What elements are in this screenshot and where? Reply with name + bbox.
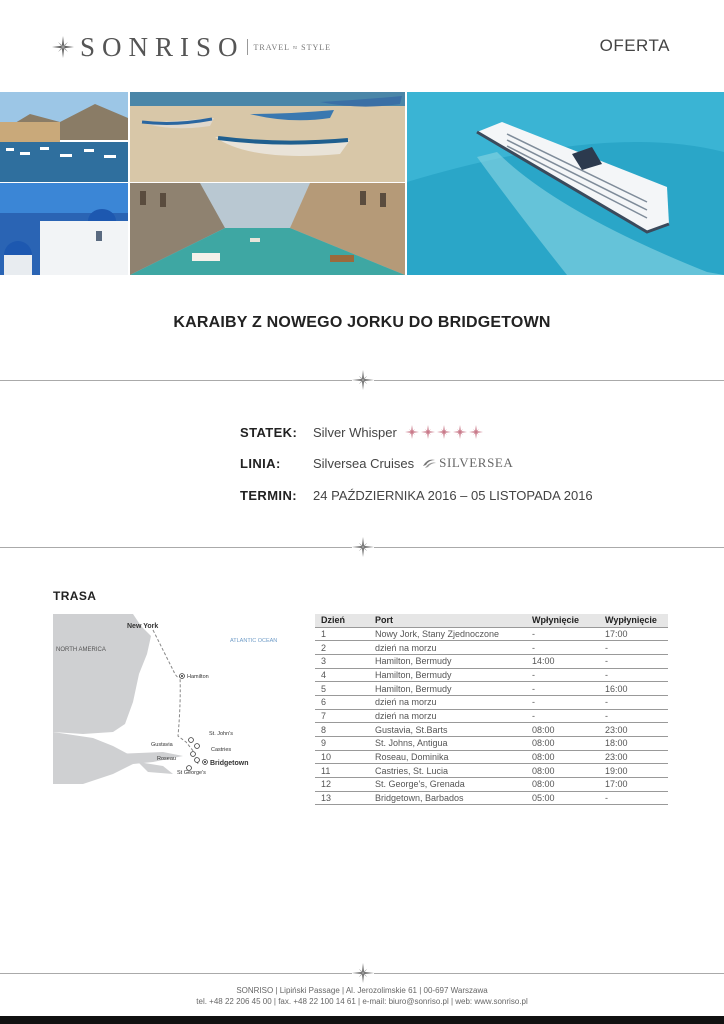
rating-star-icon <box>437 425 451 439</box>
page-header <box>0 0 724 92</box>
col-day: Dzień <box>315 614 369 627</box>
cell-day: 1 <box>315 627 369 641</box>
table-row <box>315 654 668 668</box>
cell-day: 11 <box>315 764 369 778</box>
cell-departure: - <box>599 791 668 805</box>
cell-day: 7 <box>315 709 369 723</box>
table-row <box>315 723 668 737</box>
cell-day: 8 <box>315 723 369 737</box>
map-label-hamilton: Hamilton <box>187 674 209 680</box>
photo-harbor <box>0 92 128 182</box>
compass-star-icon <box>352 370 374 390</box>
table-row <box>315 750 668 764</box>
table-row <box>315 641 668 655</box>
itinerary-table <box>315 614 668 805</box>
line-label: LINIA: <box>240 455 281 471</box>
footer-address: SONRISO | Lipiński Passage | Al. Jerozolimskie 61 | 00-697 Warszawa <box>236 986 488 995</box>
line-value: Silversea Cruises <box>313 455 415 471</box>
table-row <box>315 737 668 751</box>
cell-day: 5 <box>315 682 369 696</box>
table-row <box>315 695 668 709</box>
page-footer <box>0 985 724 1007</box>
table-row <box>315 668 668 682</box>
ship-label: STATEK: <box>240 424 298 440</box>
cell-arrival: - <box>526 641 599 655</box>
cell-arrival: - <box>526 695 599 709</box>
cell-arrival: 08:00 <box>526 723 599 737</box>
map-label-atlantic: ATLANTIC OCEAN <box>230 638 278 644</box>
cell-departure: 23:00 <box>599 750 668 764</box>
map-label-new-york: New York <box>127 623 159 630</box>
logo-separator <box>247 39 248 55</box>
cell-departure: - <box>599 695 668 709</box>
photo-santorini <box>0 183 128 275</box>
table-row <box>315 627 668 641</box>
footer-contact: tel. +48 22 206 45 00 | fax. +48 22 100 14 61 | e-mail: biuro@sonriso.pl | web: www.sonriso.pl <box>196 997 528 1006</box>
cell-day: 9 <box>315 737 369 751</box>
map-label-castries: Castries <box>211 747 232 753</box>
cell-departure: 19:00 <box>599 764 668 778</box>
section-divider <box>0 370 724 390</box>
cell-day: 3 <box>315 654 369 668</box>
cell-arrival: 14:00 <box>526 654 599 668</box>
cell-arrival: - <box>526 627 599 641</box>
cell-arrival: 08:00 <box>526 764 599 778</box>
photo-beach-boats <box>130 92 405 182</box>
term-label: TERMIN: <box>240 487 297 503</box>
logo-wordmark: SONRISO <box>80 31 245 62</box>
table-row <box>315 764 668 778</box>
map-label-gustavia: Gustavia <box>151 742 173 748</box>
term-row <box>240 484 593 506</box>
route-heading: TRASA <box>53 589 97 603</box>
map-label-st-georges: St George's <box>177 770 206 776</box>
cell-arrival: 08:00 <box>526 737 599 751</box>
compass-star-icon <box>52 36 74 58</box>
cell-departure: 17:00 <box>599 627 668 641</box>
cell-departure: 17:00 <box>599 778 668 792</box>
cell-day: 2 <box>315 641 369 655</box>
cell-arrival: 05:00 <box>526 791 599 805</box>
cell-arrival: 08:00 <box>526 778 599 792</box>
photo-venice-canal <box>130 183 405 275</box>
photo-collage <box>0 92 724 275</box>
map-label-north-america: NORTH AMERICA <box>56 647 106 653</box>
cell-departure: - <box>599 654 668 668</box>
cell-port: dzień na morzu <box>369 641 526 655</box>
table-row <box>315 682 668 696</box>
table-row <box>315 791 668 805</box>
silversea-wordmark: SILVERSEA <box>439 455 514 470</box>
cell-departure: - <box>599 641 668 655</box>
footer-divider <box>0 963 724 983</box>
compass-star-icon <box>352 963 374 983</box>
cell-port: Hamilton, Bermudy <box>369 668 526 682</box>
ship-rating <box>405 425 483 439</box>
cell-port: Hamilton, Bermudy <box>369 654 526 668</box>
line-row <box>240 452 513 474</box>
cell-port: dzień na morzu <box>369 695 526 709</box>
ship-row <box>240 421 483 443</box>
cell-day: 4 <box>315 668 369 682</box>
route-map <box>53 614 298 784</box>
cell-departure: - <box>599 668 668 682</box>
cell-arrival: - <box>526 668 599 682</box>
cell-arrival: 08:00 <box>526 750 599 764</box>
silversea-logo <box>421 455 513 471</box>
cell-port: dzień na morzu <box>369 709 526 723</box>
col-departure: Wypłynięcie <box>599 614 668 627</box>
cell-day: 12 <box>315 778 369 792</box>
map-label-roseau: Roseau <box>157 756 176 762</box>
cell-day: 10 <box>315 750 369 764</box>
ship-value: Silver Whisper <box>313 424 397 440</box>
cell-departure: 16:00 <box>599 682 668 696</box>
col-port: Port <box>369 614 526 627</box>
cell-port: Castries, St. Lucia <box>369 764 526 778</box>
table-header-row <box>315 614 668 627</box>
cell-port: St. Johns, Antigua <box>369 737 526 751</box>
cell-port: Gustavia, St.Barts <box>369 723 526 737</box>
logo-tagline: TRAVEL ≈ STYLE <box>253 42 332 52</box>
col-arrival: Wpłynięcie <box>526 614 599 627</box>
map-label-bridgetown: Bridgetown <box>210 760 249 767</box>
cruise-title: KARAIBY Z NOWEGO JORKU DO BRIDGETOWN <box>173 314 551 331</box>
bottom-bar <box>0 1016 724 1024</box>
cell-port: Nowy Jork, Stany Zjednoczone <box>369 627 526 641</box>
table-row <box>315 709 668 723</box>
cell-departure: 18:00 <box>599 737 668 751</box>
section-divider <box>0 537 724 557</box>
term-value: 24 PAŹDZIERNIKA 2016 – 05 LISTOPADA 2016 <box>313 487 593 503</box>
cell-day: 13 <box>315 791 369 805</box>
cell-day: 6 <box>315 695 369 709</box>
cell-arrival: - <box>526 709 599 723</box>
offer-label: OFERTA <box>599 36 670 55</box>
rating-star-icon <box>469 425 483 439</box>
rating-star-icon <box>405 425 419 439</box>
cell-port: Bridgetown, Barbados <box>369 791 526 805</box>
rating-star-icon <box>453 425 467 439</box>
cell-port: Roseau, Dominika <box>369 750 526 764</box>
compass-star-icon <box>352 537 374 557</box>
cell-arrival: - <box>526 682 599 696</box>
cell-departure: 23:00 <box>599 723 668 737</box>
sonriso-logo <box>52 30 331 64</box>
cell-port: Hamilton, Bermudy <box>369 682 526 696</box>
table-row <box>315 778 668 792</box>
cell-departure: - <box>599 709 668 723</box>
silversea-emblem-icon <box>421 457 437 469</box>
rating-star-icon <box>421 425 435 439</box>
map-label-st-johns: St. John's <box>209 731 233 737</box>
cell-port: St. George's, Grenada <box>369 778 526 792</box>
photo-cruise-ship <box>407 92 724 275</box>
